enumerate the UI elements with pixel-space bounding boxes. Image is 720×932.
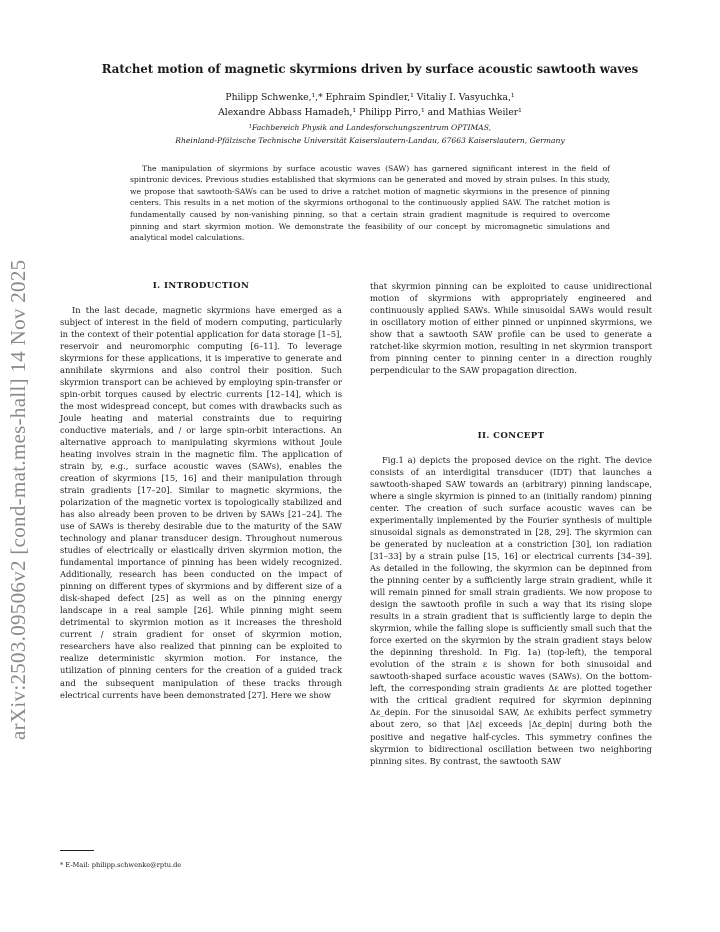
- paper-title: Ratchet motion of magnetic skyrmions driven by surface acoustic sawtooth waves: [101, 62, 639, 76]
- footnote-email[interactable]: * E-Mail: philipp.schwenke@rptu.de: [60, 861, 182, 869]
- left-column: [60, 280, 342, 701]
- arxiv-identifier[interactable]: [6, 180, 42, 740]
- author-line-1: Philipp Schwenke,¹,* Ephraim Spindler,¹ Vitaliy I. Vasyuchka,¹: [225, 92, 515, 103]
- footnote-divider: [60, 850, 94, 851]
- introduction-paragraph: In the last decade, magnetic skyrmions have emerged as a subject of interest in the field of modern computing, particularly in the context of their potential application for data storage [1–5], reservoir and neuromorphic computing [6–11]. To leverage skyrmions for these applications, it is imperative to generate and annihilate skyrmions and also control their position. Such skyrmion transport can be achieved by employing spin-transfer or spin-orbit torques caused by electric currents [12–14], which is the most widespread concept, but comes with drawbacks such as Joule heating and material constraints due to requiring conductive materials, and / or large spin-orbit interactions. An alternative approach to manipulating skyrmions without Joule heating involves strain in the magnetic film. The application of strain by, e.g., surface acoustic waves (SAWs), enables the creation of skyrmions [15, 16] and their manipulation through strain gradients [17–20]. Similar to magnetic skyrmions, the polarization of the magnetic vortex is topologically stabilized and has also already been proven to be driven by SAWs [21–24]. The use of SAWs is thereby desirable due to the maturity of the SAW technology and planar transducer design. Throughout numerous studies of electrically or elastically driven skyrmion motion, the fundamental importance of pinning has been widely recognized. Additionally, research has been conducted on the impact of pinning on different types of skyrmions and by different size of a disk-shaped defect [25] as well as on the pinning energy landscape in a real sample [26]. While pinning might seem detrimental to skyrmion motion as it increases the threshold current / strain gradient for onset of skyrmion motion, researchers have also realized that pinning can be exploited to realize deterministic skyrmion motion. For instance, the utilization of pinning centers for the creation of a guided track and the subsequent manipulation of these tracks through electrical currents have been demonstrated [27]. Here we show: [60, 305, 342, 700]
- affiliation: [60, 121, 680, 147]
- author-line-2: Alexandre Abbass Hamadeh,¹ Philipp Pirro,¹ and Mathias Weiler¹: [218, 106, 522, 118]
- affiliation-line-2: Rheinland-Pfälzische Technische Universität Kaiserslautern-Landau, 67663 Kaiserslautern, Germany: [175, 136, 565, 145]
- author-list: [60, 91, 680, 120]
- introduction-paragraph-continued: that skyrmion pinning can be exploited to cause unidirectional motion of skyrmions with appropriately engineered and continuously applied SAWs. While sinusoidal SAWs would result in oscillatory motion of either pinned or unpinned skyrmions, we show that a sawtooth SAW profile can be used to generate a ratchet-like skyrmion motion, resulting in net skyrmion transport from pinning center to pinning center in a direction roughly perpendicular to the SAW propagation direction.: [370, 281, 652, 376]
- affiliation-line-1: ¹Fachbereich Physik and Landesforschungszentrum OPTIMAS,: [248, 123, 492, 132]
- section-heading-introduction: I. INTRODUCTION: [152, 281, 250, 291]
- section-heading-concept: II. CONCEPT: [477, 431, 545, 442]
- concept-paragraph: Fig.1 a) depicts the proposed device on the right. The device consists of an interdigital transducer (IDT) that launches a sawtooth-shaped SAW towards an (arbitrary) pinning landscape, where a single skyrmion is pinned to an (initially random) pinning center. The creation of such surface acoustic waves can be experimentally implemented by the Fourier synthesis of multiple sinusoidal signals as demonstrated in [28, 29]. The skyrmion can be generated by nucleation at a constriction [30], ion radiation [31–33] by a strain pulse [15, 16] or electrical currents [34–39]. As detailed in the following, the skyrmion can be depinned from the pinning center by a sufficiently large strain gradient, while it will remain pinned for small strain gradients. We now propose to design the sawtooth profile in such a way that its rising slope results in a strain gradient that is sufficiently large to depin the skyrmion, while the falling slope is sufficiently small such that the force exerted on the skyrmion by the strain gradient stays below the depinning threshold. In Fig. 1a) (top-left), the temporal evolution of the strain ε is shown for both sinusoidal and sawtooth-shaped surface acoustic waves (SAWs). On the bottom-left, the corresponding strain gradients Δε are plotted together with the critical gradient required for skyrmion depinning Δε_depin. For the sinusoidal SAW, Δε exhibits perfect symmetry about zero, so that |Δε| exceeds |Δε_depin| during both the positive and negative half-cycles. This symmetry confines the skyrmion to bidirectional oscillation between two neighboring pinning sites. By contrast, the sawtooth SAW: [370, 455, 652, 766]
- right-column: [370, 280, 652, 767]
- abstract: The manipulation of skyrmions by surface acoustic waves (SAW) has garnered significant interest in the field of spintronic devices. Previous studies established that skyrmions can be generated and moved by strain pulses. In this study, we propose that sawtooth-SAWs can be used to drive a ratchet motion of magnetic skyrmions in the presence of pinning centers. This results in a net motion of the skyrmions orthogonal to the continuously applied SAW. The ratchet motion is fundamentally caused by non-vanishing pinning, so that a certain strain gradient magnitude is required to overcome pinning and start skyrmion motion. We demonstrate the feasibility of our concept by micromagnetic simulations and analytical model calculations.: [130, 163, 610, 243]
- arxiv-identifier-text: arXiv:2503.09506v2 [cond-mat.mes-hall] 14 Nov 2025: [6, 259, 30, 740]
